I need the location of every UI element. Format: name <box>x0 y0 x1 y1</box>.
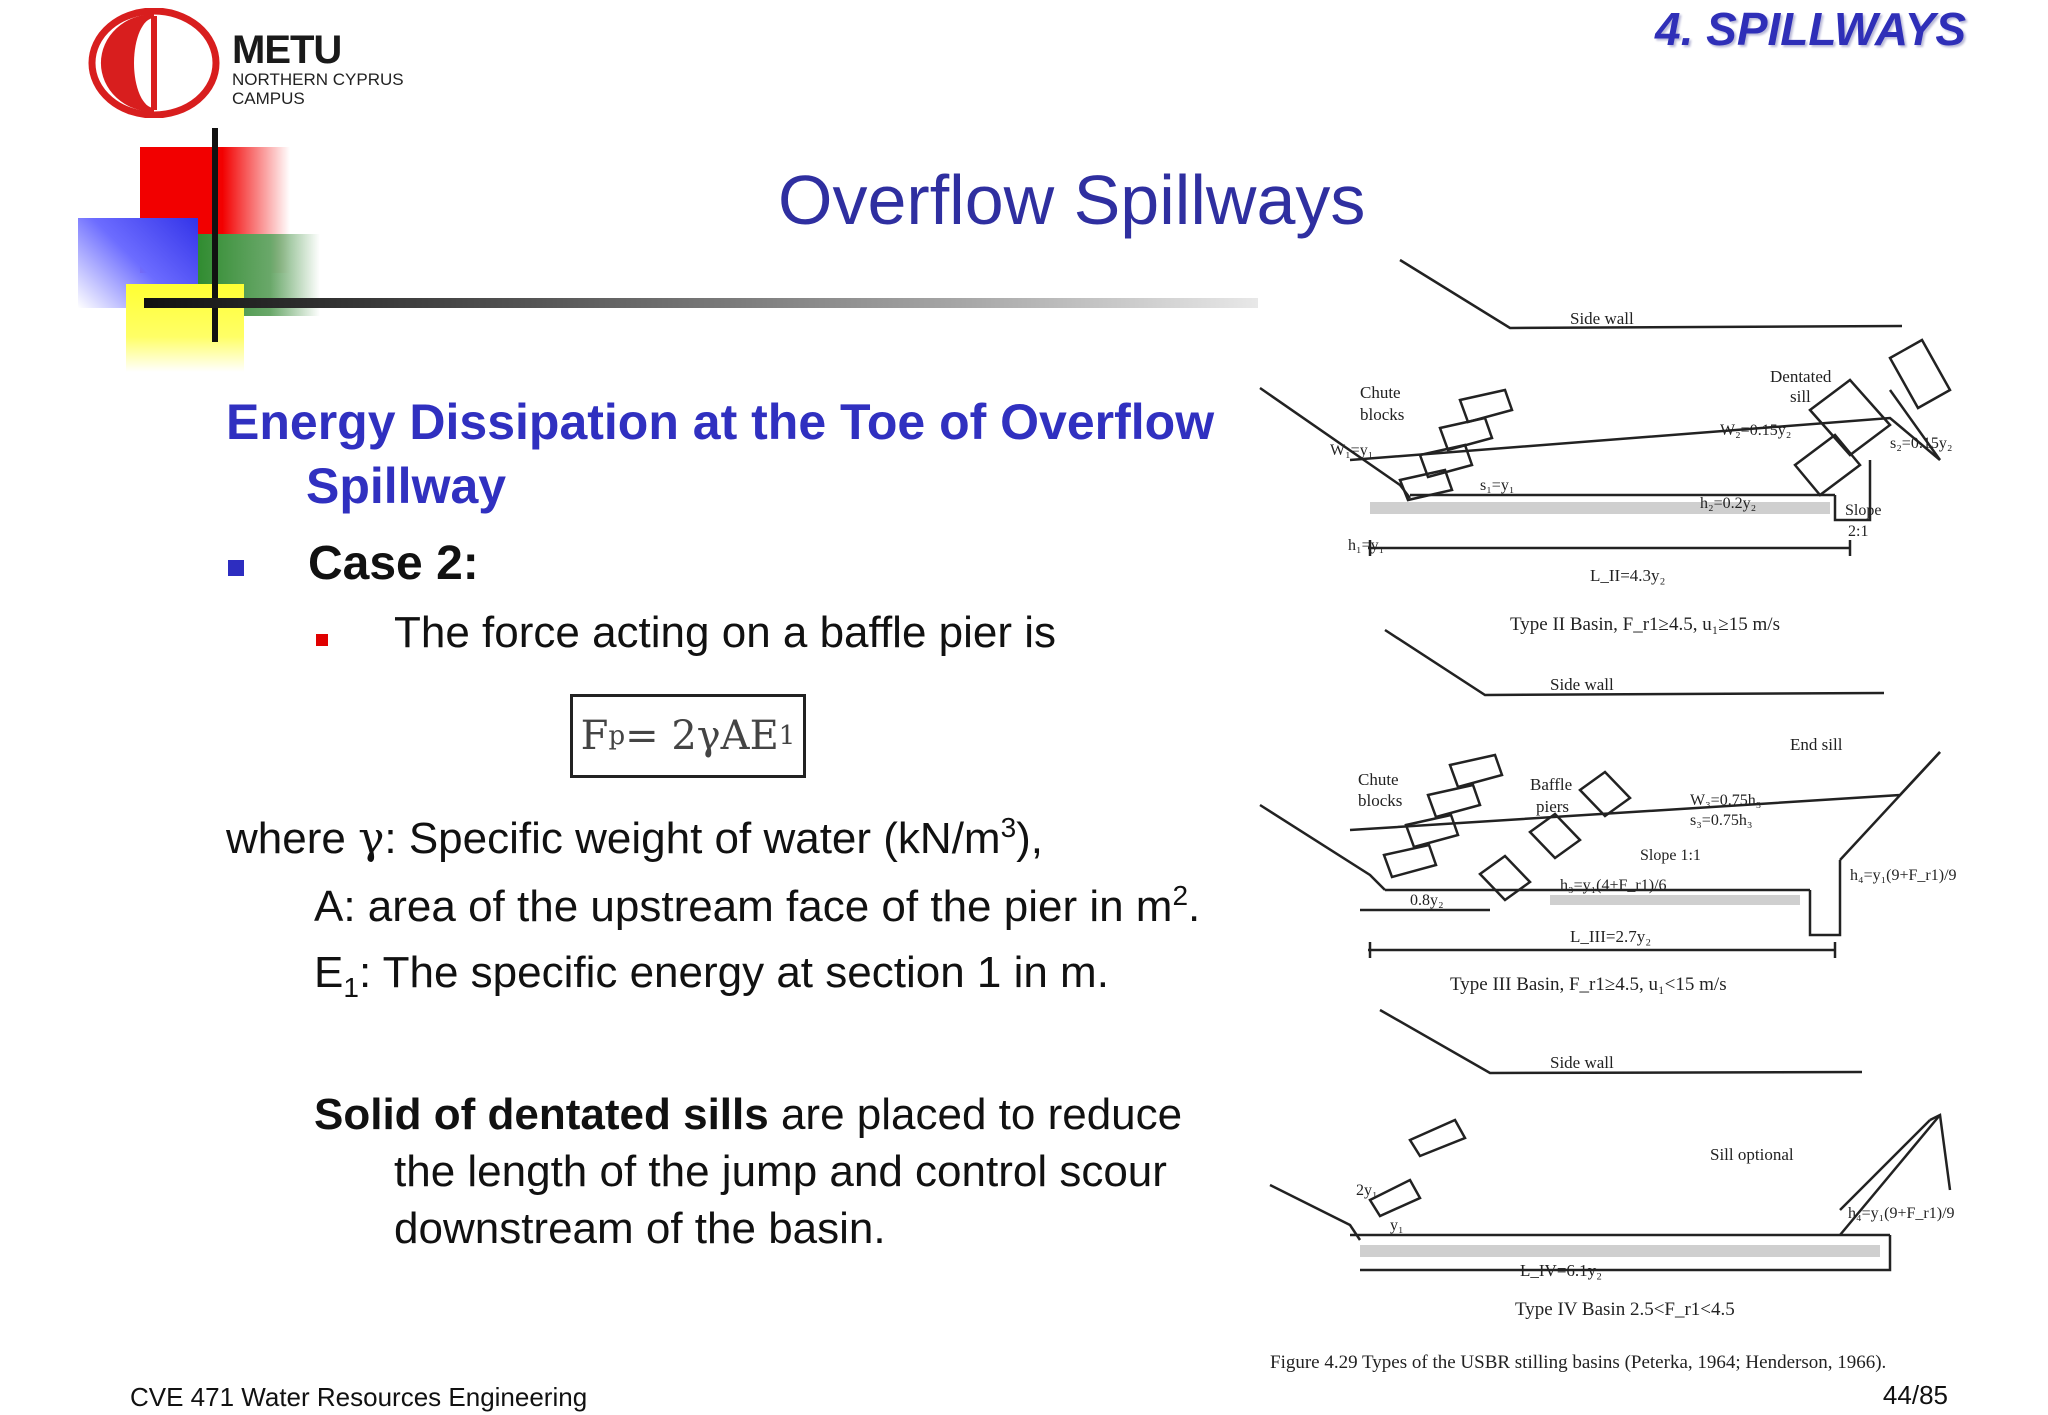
def2-text: A: area of the upstream face of the pier in m <box>314 882 1173 931</box>
b2-side-wall: Side wall <box>1570 309 1634 328</box>
b2-slope: Slope <box>1845 502 1882 519</box>
b2-sill: sill <box>1790 387 1811 406</box>
def3-text: : The specific energy at section 1 in m. <box>358 948 1109 997</box>
slide-title: Overflow Spillways <box>778 161 1366 239</box>
gamma-symbol: γ <box>358 813 385 864</box>
formula-rest: = 2γAE <box>625 713 779 759</box>
b3-caption: Type III Basin, F_r1≥4.5, u₁<15 m/s <box>1450 974 1727 995</box>
logo-name: METU <box>232 28 342 72</box>
decor-vertical-bar <box>212 128 218 342</box>
b2-blocks: blocks <box>1360 405 1405 424</box>
b3-h3: h₃=y₁(4+F_r1)/6 <box>1560 877 1667 894</box>
section-heading <box>226 390 1286 518</box>
logo-text <box>232 30 404 108</box>
b2-dentated: Dentated <box>1770 367 1832 386</box>
def1-end: ), <box>1016 814 1044 863</box>
para-line1-rest: are placed to reduce <box>768 1090 1183 1139</box>
def1-text: : Specific weight of water (kN/m <box>384 814 1001 863</box>
b3-end-sill: End sill <box>1790 735 1843 754</box>
b4-2y1: 2y₁ <box>1356 1182 1378 1199</box>
definition-area <box>314 880 1200 932</box>
para-bold: Solid of dentated sills <box>314 1090 769 1139</box>
b3-piers: piers <box>1536 797 1570 816</box>
b3-blocks: blocks <box>1358 791 1403 810</box>
b3-chute: Chute <box>1358 770 1399 789</box>
b3-0.8y2: 0.8y₂ <box>1410 892 1444 909</box>
formula-sub-p: p <box>608 721 626 751</box>
def3-E: E <box>314 948 344 997</box>
heading-line2: Spillway <box>306 458 507 514</box>
dentated-sills-paragraph <box>314 1086 1294 1257</box>
b2-w1: W₁=y₁ <box>1330 442 1374 459</box>
def2-sup: 2 <box>1172 880 1189 911</box>
footer-page-number: 44/85 <box>1882 1380 1948 1410</box>
def1-prefix: where <box>226 814 359 863</box>
logo-sub-line2: CAMPUS <box>232 89 305 108</box>
formula-sub-1: 1 <box>778 721 796 751</box>
b4-length: L_IV=6.1y₂ <box>1520 1261 1603 1280</box>
para-line2: the length of the jump and control scour <box>394 1147 1167 1196</box>
para-line1 <box>314 1086 1294 1143</box>
b2-s1: s₁=y₁ <box>1480 477 1515 494</box>
stilling-basins-drawing <box>1250 250 2000 1385</box>
b4-y1: y₁ <box>1390 1217 1404 1234</box>
sub-bullet-text: The force acting on a baffle pier is <box>394 608 1057 657</box>
def2-end: . <box>1188 882 1201 931</box>
b3-s3: s₃=0.75h₃ <box>1690 812 1753 829</box>
b3-side-wall: Side wall <box>1550 675 1614 694</box>
def1-sup: 3 <box>1000 812 1017 843</box>
bullet-case-text: Case 2: <box>308 537 479 590</box>
decor-horizontal-rule <box>144 298 1258 308</box>
b2-slope-ratio: 2:1 <box>1848 523 1869 540</box>
b3-baffle: Baffle <box>1530 775 1573 794</box>
bullet-case <box>226 536 479 591</box>
formula-F: F <box>580 713 609 759</box>
definition-gamma <box>226 812 1043 864</box>
figure-caption: Figure 4.29 Types of the USBR stilling basins (Peterka, 1964; Henderson, 1966). <box>1270 1352 1887 1373</box>
b4-caption: Type IV Basin 2.5<F_r1<4.5 <box>1515 1299 1735 1320</box>
footer-course: CVE 471 Water Resources Engineering <box>130 1382 588 1412</box>
chapter-label: 4. SPILLWAYS <box>1655 3 1966 55</box>
b2-h1: h₁=y₁ <box>1348 537 1385 554</box>
sub-bullet-square-icon <box>316 634 328 646</box>
b4-sill-opt: Sill optional <box>1710 1145 1794 1164</box>
b3-length: L_III=2.7y₂ <box>1570 927 1652 946</box>
b2-h2: h₂=0.2y₂ <box>1700 495 1757 512</box>
def3-sub: 1 <box>343 972 359 1003</box>
logo-sub-line1: NORTHERN CYPRUS <box>232 70 404 89</box>
b4-side-wall: Side wall <box>1550 1053 1614 1072</box>
b2-chute: Chute <box>1360 383 1401 402</box>
stilling-basins-figure <box>1250 250 2000 1385</box>
b3-h4: h₄=y₁(9+F_r1)/9 <box>1850 867 1957 884</box>
formula-box <box>570 694 806 778</box>
b3-slope: Slope 1:1 <box>1640 847 1701 864</box>
b2-length: L_II=4.3y₂ <box>1590 566 1666 585</box>
b4-h4: h₄=y₁(9+F_r1)/9 <box>1848 1205 1955 1222</box>
b2-caption: Type II Basin, F_r1≥4.5, u₁≥15 m/s <box>1510 614 1780 635</box>
heading-line1: Energy Dissipation at the Toe of Overflow <box>226 394 1215 450</box>
metu-logo-icon <box>88 8 226 118</box>
b2-w2: W₂=0.15y₂ <box>1720 422 1792 439</box>
b3-w3: W₃=0.75h₃ <box>1690 792 1762 809</box>
logo-subtitle <box>232 70 404 108</box>
definition-energy <box>314 948 1109 1004</box>
para-line3: downstream of the basin. <box>394 1204 886 1253</box>
b2-s2: s₂=0.15y₂ <box>1890 435 1953 452</box>
